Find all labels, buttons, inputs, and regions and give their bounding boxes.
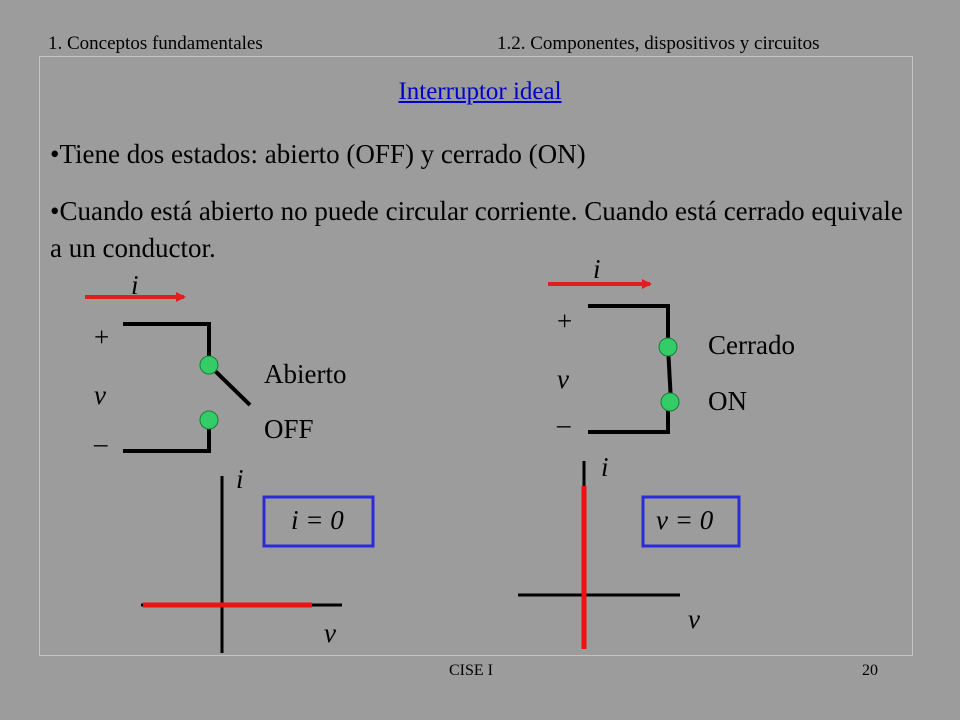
closed-current-label: i	[593, 254, 601, 284]
header-subsection: 1.2. Componentes, dispositivos y circuitos	[497, 33, 820, 54]
slide-title: Interruptor ideal	[398, 78, 562, 105]
closed-state-code: ON	[708, 386, 747, 416]
open-voltage-label: v	[94, 380, 106, 410]
closed-equation: v = 0	[656, 505, 714, 535]
open-plot-y-label: i	[236, 464, 244, 494]
open-current-label: i	[131, 270, 139, 300]
open-state-label: Abierto	[264, 359, 347, 389]
bullet-states: •Tiene dos estados: abierto (OFF) y cerrado (ON)	[50, 139, 586, 169]
open-equation	[291, 505, 344, 536]
open-plot-x-label: v	[324, 618, 336, 648]
closed-plot-y-label: i	[601, 452, 609, 482]
closed-bottom-node	[661, 393, 679, 411]
header-section: 1. Conceptos fundamentales	[48, 33, 263, 54]
open-top-wire	[123, 324, 209, 365]
closed-voltage-label: v	[557, 364, 569, 394]
open-state-code: OFF	[264, 414, 314, 444]
open-top-node	[200, 356, 218, 374]
closed-bottom-wire	[588, 402, 668, 432]
closed-minus-sign: –	[557, 409, 571, 439]
open-bottom-node	[200, 411, 218, 429]
open-minus-sign: –	[94, 428, 108, 458]
closed-top-node	[659, 338, 677, 356]
footer-course: CISE I	[449, 662, 493, 679]
closed-plot-x-label: v	[688, 604, 700, 634]
closed-state-label: Cerrado	[708, 330, 795, 360]
open-plus-sign: +	[94, 322, 110, 352]
footer-page-number: 20	[862, 662, 878, 679]
closed-top-wire	[588, 306, 668, 347]
bullet-behavior: •Cuando está abierto no puede circular corriente. Cuando está cerrado equivale a un conductor.	[50, 196, 903, 263]
open-bottom-wire	[123, 420, 209, 451]
open-equation-text: i = 0	[291, 505, 344, 535]
closed-plus-sign: +	[557, 306, 573, 336]
